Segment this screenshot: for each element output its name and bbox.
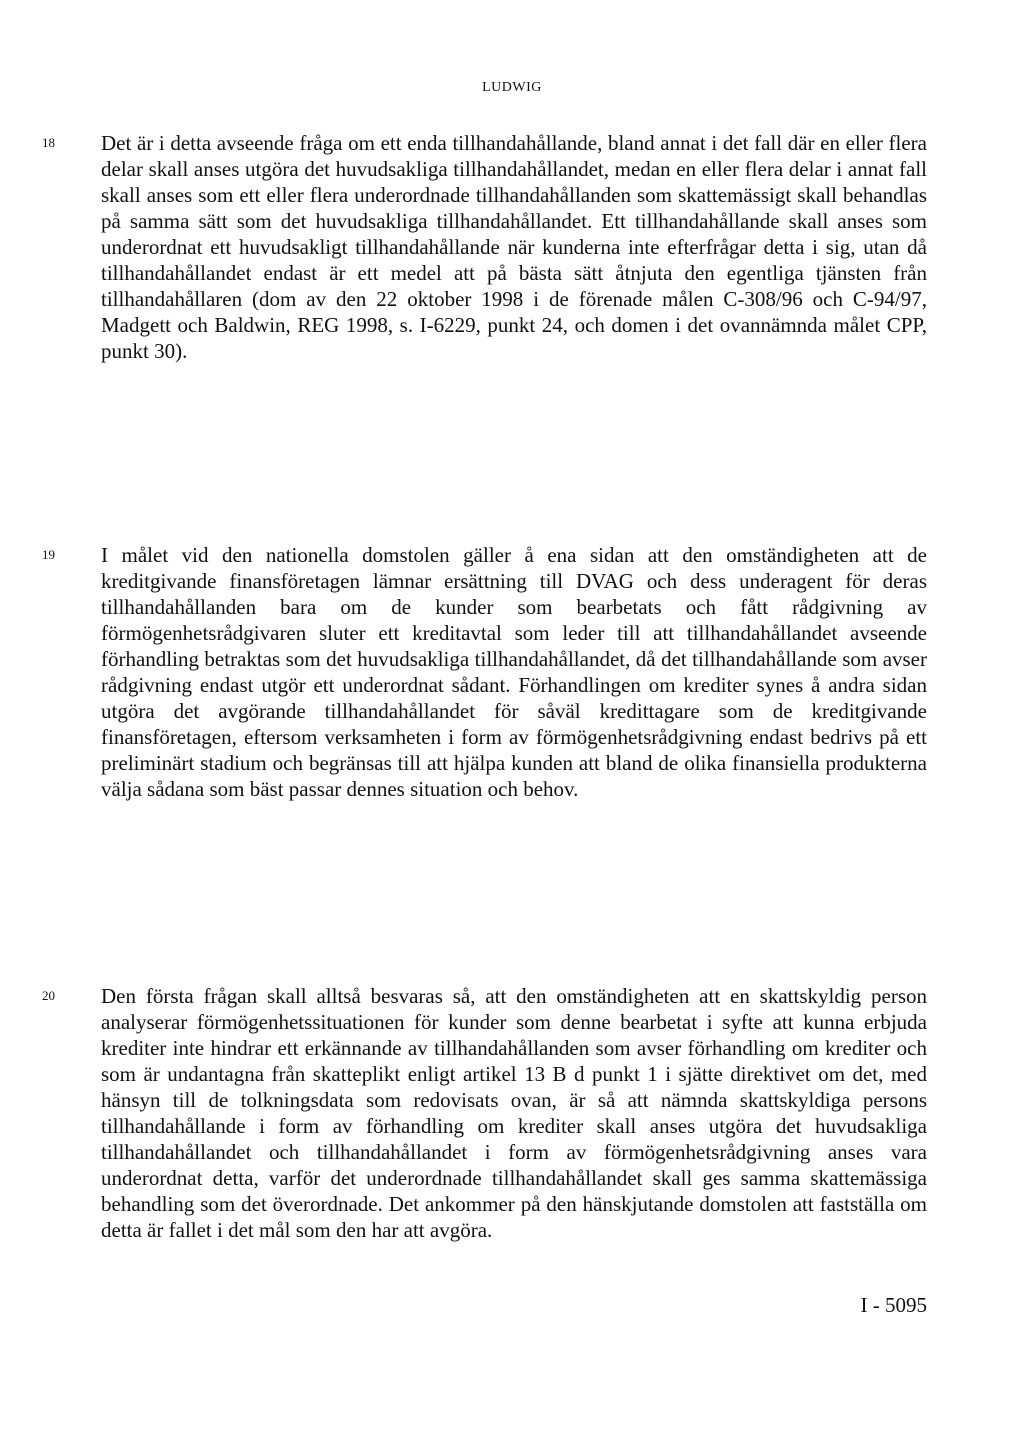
paragraph-number: 19 — [42, 547, 55, 562]
paragraph-text: Det är i detta avseende fråga om ett enda tillhandahållande, bland annat i det fall där en eller flera delar skall anses utgöra det huvudsakliga tillhandahållandet, medan en eller flera delar i annat fall skall anses som ett eller flera underordnade tillhandahållanden som skattemässigt skall behandlas på samma sätt som det huvudsakliga tillhandahållandet. Ett tillhandahållande skall anses som underordnat ett huvudsakligt tillhandahållande när kunderna inte efterfrågar detta i sig, utan då tillhandahållandet endast är ett medel att på bästa sätt åtnjuta den egentliga tjänsten från tillhandahållaren (dom av den 22 oktober 1998 i de förenade målen C-308/96 och C-94/97, Madgett och Baldwin, REG 1998, s. I-6229, punkt 24, och domen i det ovannämnda målet CPP, punkt 30). — [101, 131, 927, 363]
paragraph-number: 18 — [42, 135, 55, 150]
running-head: LUDWIG — [482, 80, 542, 95]
paragraph-text: Den första frågan skall alltså besvaras så, att den omständigheten att en skattskyldig person analyserar förmögenhetssituationen för kunder som denne bearbetat i syfte att kunna erbjuda krediter inte hindrar ett erkännande av tillhandahållanden som avser förhandling om krediter och som är undantagna från skatteplikt enligt artikel 13 B d punkt 1 i sjätte direktivet om det, med hänsyn till de tolkningsdata som redovisats ovan, är så att nämnda skattskyldiga persons tillhandahållande i form av förhandling om krediter skall anses utgöra det huvudsakliga tillhandahållandet och tillhandahållandet i form av förmögenhetsrådgivning anses vara underordnat detta, varför det underordnade tillhandahållandet skall ges samma skattemässiga behandling som det överordnade. Det ankommer på den hänskjutande domstolen att fastställa om detta är fallet i det mål som den har att avgöra. — [101, 984, 927, 1242]
paragraph-text: I målet vid den nationella domstolen gäller å ena sidan att den omständigheten att de kreditgivande finansföretagen lämnar ersättning till DVAG och dess underagent för deras tillhandahållanden bara om de kunder som bearbetats och fått rådgivning av förmögenhetsrådgivaren sluter ett kreditavtal som leder till att tillhandahållandet avseende förhandling betraktas som det huvudsakliga tillhandahållandet, då det tillhandahållande som avser rådgivning endast utgör ett underordnat sådant. Förhandlingen om krediter synes å andra sidan utgöra det avgörande tillhandahållandet för såväl kredittagare som de kreditgivande finansföretagen, eftersom verksamheten i form av förmögenhetsrådgivning endast bedrivs på ett preliminärt stadium och begränsas till att hjälpa kunden att bland de olika finansiella produkterna välja sådana som bäst passar dennes situation och behov. — [101, 543, 927, 801]
page-number: I - 5095 — [860, 1293, 927, 1317]
paragraph-number: 20 — [42, 988, 55, 1003]
paragraph-18 — [42, 130, 927, 364]
paragraph-19 — [42, 542, 927, 802]
paragraph-20 — [42, 983, 927, 1243]
